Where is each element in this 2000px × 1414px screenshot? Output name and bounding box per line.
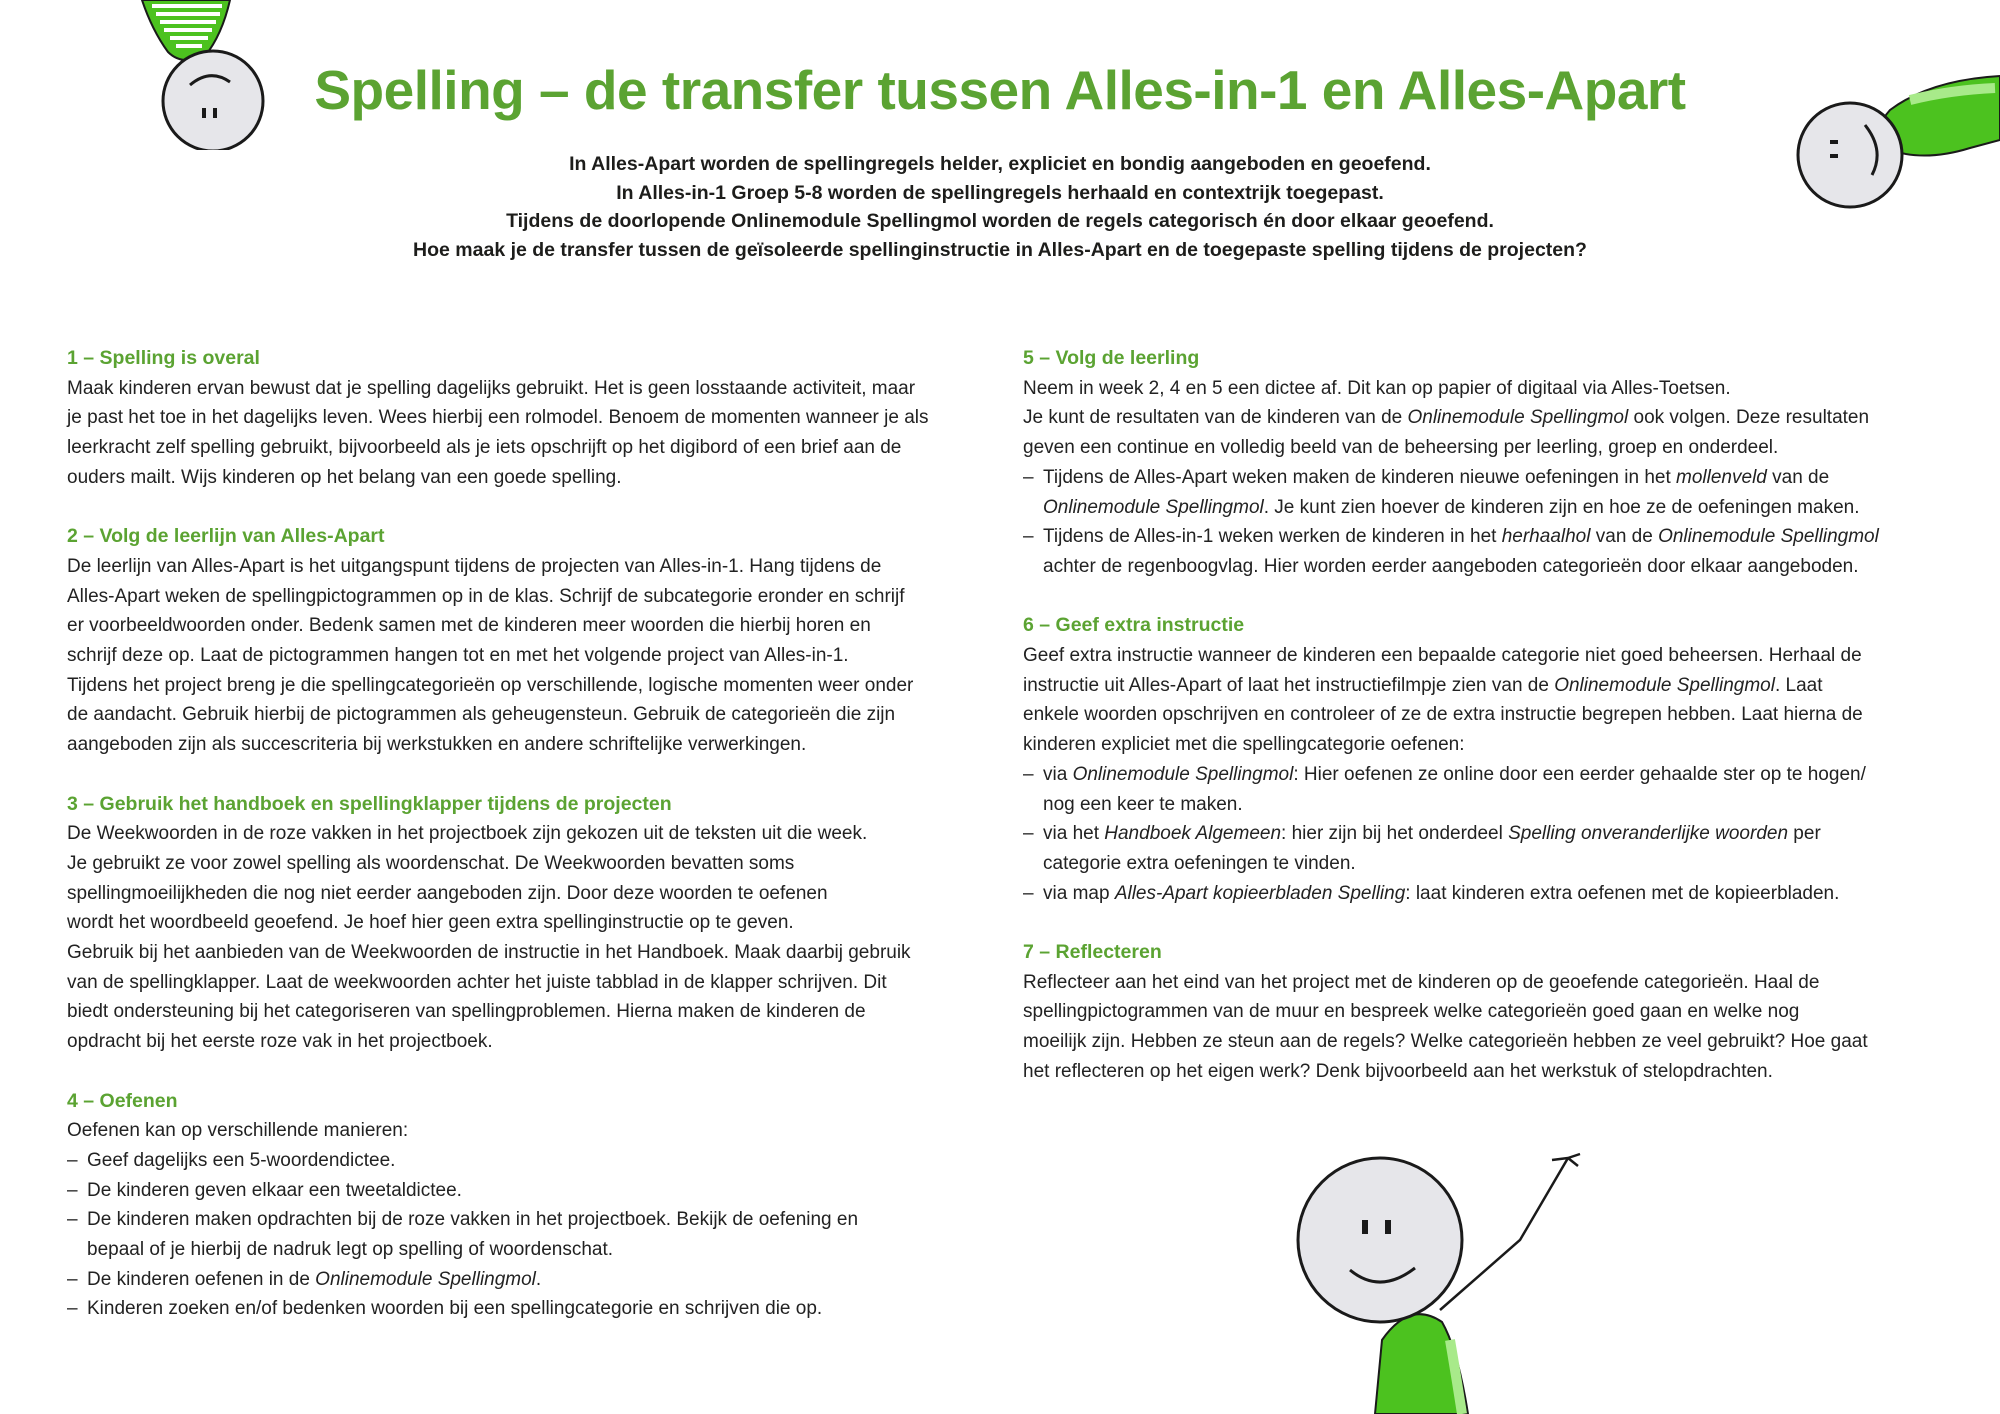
section-line: Neem in week 2, 4 en 5 een dictee af. Dit kan op papier of digitaal via Alles-Toetsen.	[1023, 377, 1731, 399]
list-item-text: De kinderen maken opdrachten bij de roze vakken in het projectboek. Bekijk de oefening en	[87, 1209, 859, 1231]
product-name: Onlinemodule Spellingmol	[1043, 496, 1264, 518]
intro-line: In Alles-Apart worden de spellingregels helder, expliciet en bondig aangeboden en geoefend.	[569, 153, 1431, 175]
section-text: instructie uit Alles-Apart of laat het instructiefilmpje zien van de	[1023, 674, 1555, 696]
product-name: Onlinemodule Spellingmol	[1072, 763, 1294, 785]
section-heading: 4 – Oefenen	[67, 1089, 178, 1112]
list-item	[1023, 522, 1943, 581]
list-item-text: Tijdens de Alles-Apart weken maken de kinderen nieuwe oefeningen in het	[1043, 466, 1677, 488]
section-line: aangeboden zijn als succescriteria bij werkstukken en andere schriftelijke verwerkingen.	[67, 734, 807, 756]
right-column	[1023, 344, 1943, 1116]
section-line: Oefenen kan op verschillende manieren:	[67, 1120, 409, 1142]
bullet-list	[67, 1146, 1007, 1324]
section-line: Tijdens het project breng je die spellingcategorieën op verschillende, logische momenten weer onder	[67, 674, 914, 696]
section-text: Je kunt de resultaten van de kinderen van de	[1023, 407, 1408, 429]
section-line: er voorbeeldwoorden onder. Bedenk samen met de kinderen meer woorden die hierbij horen en	[67, 615, 871, 637]
product-name: Onlinemodule Spellingmol	[1554, 674, 1775, 696]
list-item-text: . Je kunt zien hoever de kinderen zijn en hoe ze de oefeningen maken.	[1263, 496, 1860, 518]
intro-line: In Alles-in-1 Groep 5-8 worden de spellingregels herhaald en contextrijk toegepast.	[616, 181, 1384, 204]
list-item	[67, 1265, 1007, 1295]
list-item-text: per	[1788, 823, 1821, 845]
section-line: De Weekwoorden in de roze vakken in het projectboek zijn gekozen uit de teksten uit die week.	[67, 823, 868, 845]
product-name: Onlinemodule Spellingmol	[1407, 407, 1629, 429]
list-item-text: De kinderen oefenen in de	[87, 1268, 316, 1290]
list-item: – Geef dagelijks een 5-woordendictee.	[67, 1146, 1007, 1176]
section-line: van de spellingklapper. Laat de weekwoorden achter het juiste tabblad in de klapper schrijven. Dit	[67, 971, 887, 993]
list-item	[1023, 760, 1943, 819]
mole-illustration-bottom-waving	[1280, 1150, 1600, 1414]
list-item-text: bepaal of je hierbij de nadruk legt op spelling of woordenschat.	[87, 1239, 614, 1261]
list-item-text: : laat kinderen extra oefenen met de kopieerbladen.	[1405, 882, 1840, 904]
section-heading: 6 – Geef extra instructie	[1023, 614, 1245, 637]
section-heading: 2 – Volg de leerlijn van Alles-Apart	[67, 525, 385, 548]
section-line: De leerlijn van Alles-Apart is het uitgangspunt tijdens de projecten van Alles-in-1. Hang tijdens de	[67, 555, 882, 577]
section-line: ouders mailt. Wijs kinderen op het belang van een goede spelling.	[67, 466, 622, 488]
section-4	[67, 1087, 1007, 1325]
section-line: leerkracht zelf spelling gebruikt, bijvoorbeeld als je iets opschrijft op het digibord of een brief aan de	[67, 437, 902, 459]
list-item	[1023, 879, 1943, 909]
product-name: Onlinemodule Spellingmol	[315, 1268, 536, 1290]
section-line: spellingpictogrammen van de muur en bespreek welke categorieën goed gaan en welke nog	[1023, 1001, 1800, 1023]
list-item: – De kinderen geven elkaar een tweetaldictee.	[67, 1176, 1007, 1206]
emphasis: herhaalhol	[1501, 526, 1591, 548]
section-line: het reflecteren op het eigen werk? Denk bijvoorbeeld aan het werkstuk of stelopdrachten.	[1023, 1060, 1773, 1082]
intro-line: Tijdens de doorlopende Onlinemodule Spellingmol worden de regels categorisch én door elkaar geoefend.	[506, 210, 1494, 232]
section-line: Geef extra instructie wanneer de kinderen een bepaalde categorie niet goed beheersen. Herhaal de	[1023, 645, 1862, 667]
emphasis: Spelling onveranderlijke woorden	[1508, 823, 1789, 845]
bullet-list	[1023, 463, 1943, 582]
emphasis: mollenveld	[1676, 466, 1767, 488]
left-column	[67, 344, 1007, 1354]
section-5	[1023, 344, 1943, 582]
list-item-text: via	[1043, 763, 1073, 785]
section-line: spellingmoeilijkheden die nog niet eerder aangeboden zijn. Door deze woorden te oefenen	[67, 882, 828, 904]
section-7	[1023, 938, 1943, 1087]
section-line	[1023, 403, 1943, 433]
section-line	[1023, 671, 1943, 701]
section-2	[67, 522, 1007, 760]
list-item-text: : hier zijn bij het onderdeel	[1281, 823, 1509, 845]
list-item-text: van de	[1590, 526, 1659, 548]
section-line: je past het toe in het dagelijks leven. Wees hierbij een rolmodel. Benoem de momenten wanneer je als	[67, 407, 929, 429]
section-line: Gebruik bij het aanbieden van de Weekwoorden de instructie in het Handboek. Maak daarbij gebruik	[67, 942, 911, 964]
list-item	[67, 1205, 1007, 1264]
section-text: . Laat	[1774, 674, 1823, 696]
section-line: Alles-Apart weken de spellingpictogrammen op in de klas. Schrijf de subcategorie eronder en schrijf	[67, 585, 905, 607]
section-line: de aandacht. Gebruik hierbij de pictogrammen als geheugensteun. Gebruik de categorieën die zijn	[67, 704, 896, 726]
section-line: opdracht bij het eerste roze vak in het projectboek.	[67, 1031, 493, 1053]
section-line: biedt ondersteuning bij het categoriseren van spellingproblemen. Hierna maken de kinderen de	[67, 1001, 866, 1023]
section-line: geven een continue en volledig beeld van de beheersing per leerling, groep en onderdeel.	[1023, 437, 1779, 459]
list-item-text: Tijdens de Alles-in-1 weken werken de kinderen in het	[1043, 526, 1502, 548]
section-line: Reflecteer aan het eind van het project met de kinderen op de geoefende categorieën. Haal de	[1023, 971, 1820, 993]
section-heading: 1 – Spelling is overal	[67, 347, 260, 369]
intro-block	[200, 150, 1800, 264]
list-item	[1023, 819, 1943, 878]
list-item-text: nog een keer te maken.	[1043, 793, 1243, 815]
section-1	[67, 344, 1007, 493]
section-6	[1023, 611, 1943, 908]
intro-line: Hoe maak je de transfer tussen de geïsoleerde spellinginstructie in Alles-Apart en de toegepaste spelling tijdens de projecten?	[413, 238, 1587, 261]
section-line: Je gebruikt ze voor zowel spelling als woordenschat. De Weekwoorden bevatten soms	[67, 852, 795, 874]
list-item-text: categorie extra oefeningen te vinden.	[1043, 852, 1356, 874]
section-line: moeilijk zijn. Hebben ze steun aan de regels? Welke categorieën hebben ze veel gebruikt? Hoe gaat	[1023, 1031, 1868, 1053]
product-name: Handboek Algemeen	[1104, 823, 1282, 845]
section-heading: 7 – Reflecteren	[1023, 941, 1162, 964]
section-text: ook volgen. Deze resultaten	[1628, 407, 1870, 429]
list-item-text: via het	[1043, 823, 1105, 845]
list-item-text: .	[535, 1268, 542, 1290]
section-line: Maak kinderen ervan bewust dat je spelling dagelijks gebruikt. Het is geen losstaande activiteit, maar	[67, 377, 916, 399]
section-line: kinderen expliciet met die spellingcategorie oefenen:	[1023, 734, 1465, 756]
bullet-list	[1023, 760, 1943, 909]
section-3	[67, 790, 1007, 1057]
product-name: Onlinemodule Spellingmol	[1658, 526, 1879, 548]
section-line: wordt het woordbeeld geoefend. Je hoef hier geen extra spellinginstructie op te geven.	[67, 912, 794, 934]
list-item: – Kinderen zoeken en/of bedenken woorden bij een spellingcategorie en schrijven die op.	[67, 1294, 1007, 1324]
list-item-text: achter de regenboogvlag. Hier worden eerder aangeboden categorieën door elkaar aangeboden.	[1043, 555, 1859, 577]
list-item-text: van de	[1766, 466, 1830, 488]
page-title: Spelling – de transfer tussen Alles-in-1 en Alles-Apart	[314, 59, 1686, 121]
section-line: enkele woorden opschrijven en controleer of ze de extra instructie begrepen hebben. Laat hierna de	[1023, 704, 1863, 726]
section-line: schrijf deze op. Laat de pictogrammen hangen tot en met het volgende project van Alles-in-1.	[67, 645, 849, 667]
list-item-text: : Hier oefenen ze online door een eerder gehaalde ster op te hogen/	[1293, 763, 1866, 785]
list-item-text: via map	[1043, 882, 1115, 904]
list-item	[1023, 463, 1943, 522]
product-name: Alles-Apart kopieerbladen Spelling	[1114, 882, 1406, 904]
section-heading: 3 – Gebruik het handboek en spellingklapper tijdens de projecten	[67, 792, 672, 815]
section-heading: 5 – Volg de leerling	[1023, 347, 1200, 369]
